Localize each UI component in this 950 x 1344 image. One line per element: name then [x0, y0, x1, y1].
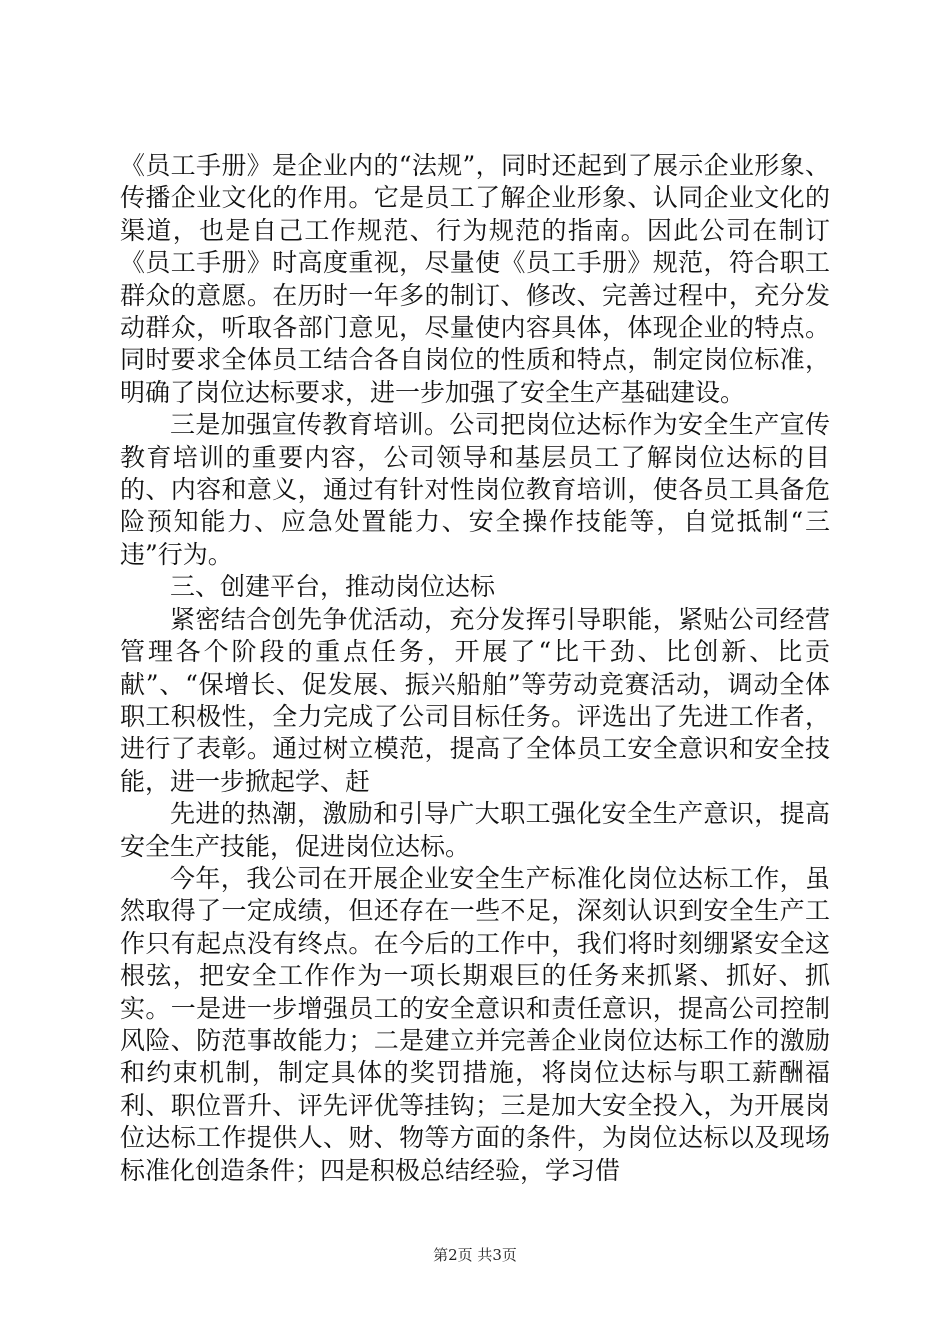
paragraph: 先进的热潮，激励和引导广大职工强化安全生产意识，提高安全生产技能，促进岗位达标。 — [120, 799, 830, 861]
section-heading: 三、创建平台，推动岗位达标 — [170, 572, 496, 602]
paragraph: 紧密结合创先争优活动，充分发挥引导职能，紧贴公司经营管理各个阶段的重点任务，开展了“比干劲、比创新、比贡献”、“保增长、促发展、振兴船舶”等劳动竞赛活动，调动全体职工积极性，全力完成了公司目标任务。评选出了先进工作者，进行了表彰。通过树立模范，提高了全体员工安全意识和安全技能，进一步掀起学、赶 — [120, 604, 830, 796]
document-body — [120, 150, 830, 1187]
paragraph: 今年，我公司在开展企业安全生产标准化岗位达标工作，虽然取得了一定成绩，但还存在一些不足，深刻认识到安全生产工作只有起点没有终点。在今后的工作中，我们将时刻绷紧安全这根弦，把安全工作作为一项长期艰巨的任务来抓紧、抓好、抓实。一是进一步增强员工的安全意识和责任意识，提高公司控制风险、防范事故能力；二是建立并完善企业岗位达标工作的激励和约束机制，制定具体的奖罚措施，将岗位达标与职工薪酬福利、职位晋升、评先评优等挂钩；三是加大安全投入，为开展岗位达标工作提供人、财、物等方面的条件，为岗位达标以及现场标准化创造条件；四是积极总结经验，学习借 — [120, 863, 830, 1185]
paragraph: 三是加强宣传教育培训。公司把岗位达标作为安全生产宣传教育培训的重要内容，公司领导和基层员工了解岗位达标的目的、内容和意义，通过有针对性岗位教育培训，使各员工具备危险预知能力、应急处置能力、安全操作技能等，自觉抵制“三违”行为。 — [120, 410, 830, 569]
page-number-footer: 第2页 共3页 — [433, 1246, 517, 1264]
paragraph: 《员工手册》是企业内的“法规”，同时还起到了展示企业形象、传播企业文化的作用。它是员工了解企业形象、认同企业文化的渠道，也是自己工作规范、行为规范的指南。因此公司在制订《员工手册》时高度重视，尽量使《员工手册》规范，符合职工群众的意愿。在历时一年多的制订、修改、完善过程中，充分发动群众，听取各部门意见，尽量使内容具体，体现企业的特点。同时要求全体员工结合各自岗位的性质和特点，制定岗位标准，明确了岗位达标要求，进一步加强了安全生产基础建设。 — [120, 151, 830, 407]
